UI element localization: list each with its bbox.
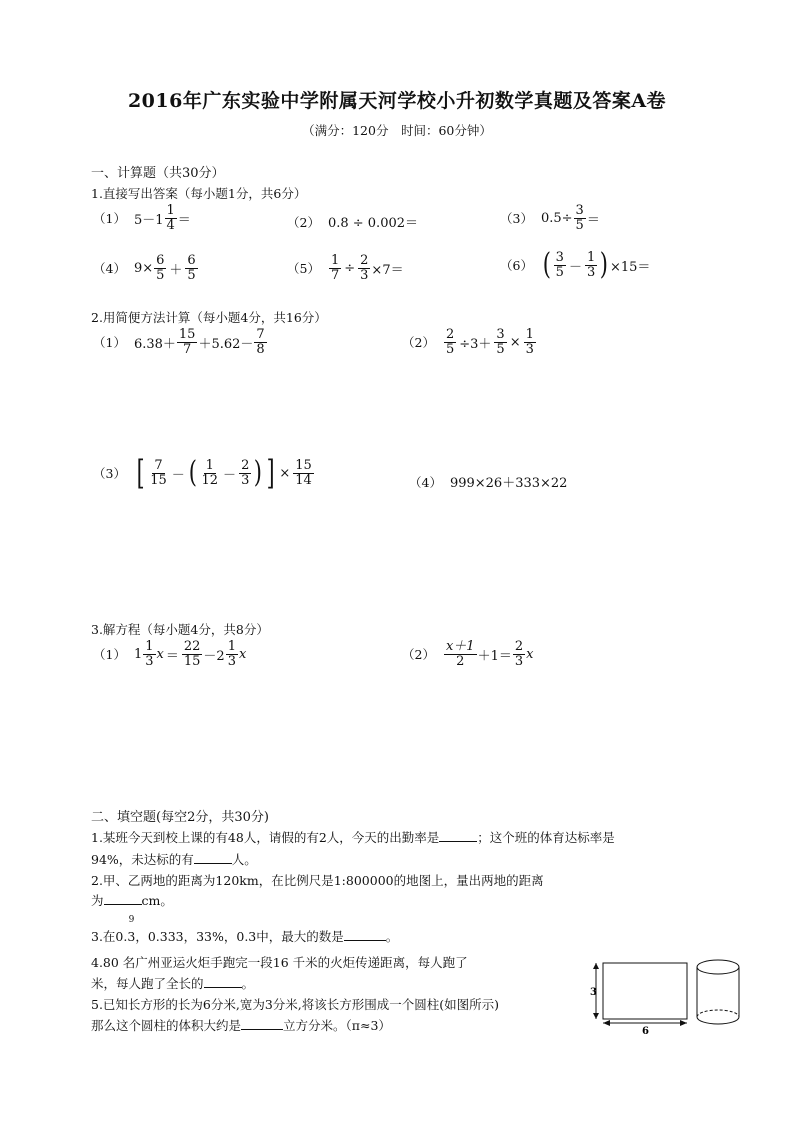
numerator: 15 (295, 457, 312, 473)
fraction (182, 640, 203, 668)
denominator: 7 (183, 341, 192, 357)
item-number: （1） (93, 211, 126, 227)
fraction (585, 251, 597, 279)
fill-q4-line2 (91, 974, 254, 992)
expr-part: 9× (133, 260, 154, 276)
left-paren: ( (188, 455, 197, 490)
operator: － (171, 467, 185, 483)
width-label: 6 (642, 1026, 649, 1035)
expr-part: 5－1 (133, 212, 164, 228)
variable: x (156, 646, 164, 662)
numerator: 15 (178, 327, 196, 342)
item-number: （3） (500, 211, 533, 227)
denominator: 14 (295, 472, 312, 488)
fraction (165, 204, 177, 232)
denominator: 15 (150, 472, 167, 488)
numerator: 1 (525, 327, 534, 342)
operator: － (568, 259, 582, 275)
q1-item-4 (93, 254, 199, 282)
operator: －2 (203, 648, 225, 664)
question-text: 人。 (231, 852, 257, 867)
denominator: 4 (166, 217, 175, 233)
fill-q5-line1: 5.已知长方形的长为6分米,宽为3分米,将该长方形围成一个圆柱(如图所示) (91, 997, 500, 1012)
expr: 0.8 ÷ 0.002＝ (327, 216, 419, 231)
denominator: 5 (496, 341, 505, 357)
fraction (293, 459, 314, 487)
fill-q1-line1 (91, 828, 615, 846)
fraction (494, 328, 506, 356)
operator: － (223, 467, 237, 483)
numerator: x＋1 (445, 639, 475, 654)
answer-blank[interactable] (204, 975, 242, 988)
item-number: （3） (93, 466, 126, 481)
left-bracket: [ (136, 453, 145, 493)
variable: x (526, 646, 534, 662)
question-text: 。 (241, 976, 255, 991)
fraction (444, 640, 477, 668)
numerator: 1 (330, 253, 340, 268)
rectangle-cylinder-figure (590, 955, 750, 1035)
arrow-right-icon (680, 1020, 687, 1026)
q1-item-3 (500, 204, 600, 232)
item-number: （4） (93, 261, 126, 277)
fill-q5-line2 (91, 1016, 391, 1034)
denominator: 3 (227, 653, 236, 669)
expr-tail: ＝ (177, 212, 191, 228)
numerator: 2 (514, 639, 524, 654)
fraction (524, 328, 536, 356)
expr-tail: ×7＝ (371, 262, 404, 278)
operator: × (509, 334, 521, 350)
numerator: 3 (555, 249, 564, 265)
item-number: （1） (93, 335, 126, 351)
question-text: 那么这个圆柱的体积大约是 (91, 1018, 242, 1033)
arrow-up-icon (593, 963, 599, 969)
whole-part: 1 (133, 646, 143, 662)
expr: 999×26＋333×22 (449, 476, 568, 491)
fill-q3 (91, 915, 399, 945)
expr-tail: ＝ (586, 212, 600, 228)
operator: ÷3＋ (459, 336, 492, 352)
answer-blank[interactable] (344, 928, 386, 941)
numerator: 22 (183, 639, 201, 654)
denominator: 3 (145, 653, 154, 669)
q2-item-1 (93, 328, 268, 356)
fraction (574, 204, 586, 232)
answer-blank[interactable] (104, 892, 142, 905)
page-title: 2016年广东实验中学附属天河学校小升初数学真题及答案A卷 (127, 90, 667, 112)
numerator: 7 (256, 327, 265, 342)
question-text: 立方分米。（π≈3） (283, 1018, 391, 1033)
cylinder-bottom-back (697, 1010, 739, 1017)
denominator: 5 (445, 341, 455, 357)
item-number: （6） (500, 258, 533, 273)
fraction (239, 459, 251, 487)
left-paren: ( (542, 247, 551, 282)
right-bracket: ] (266, 453, 275, 493)
denominator: 3 (514, 653, 524, 669)
fill-q4-line1: 4.80 名广州亚运火炬手跑完一段16 千米的火炬传递距离，每人跑了 (91, 955, 468, 970)
fraction (226, 640, 238, 668)
q2-item-3 (93, 453, 315, 493)
denominator: 8 (256, 341, 265, 357)
fill-q1-line2 (91, 850, 257, 868)
q1-item-1 (93, 204, 191, 232)
question-text: 1.某班今天到校上课的有48人，请假的有2人，今天的出勤率是 (91, 830, 440, 845)
numerator: 2 (241, 457, 250, 473)
denominator: 5 (156, 267, 165, 283)
numerator: 1 (586, 249, 596, 265)
numerator: 2 (360, 253, 369, 268)
item-number: （1） (93, 647, 126, 663)
repeat-mark: 9 (128, 915, 135, 925)
item-number: （2） (287, 214, 320, 230)
expr-part: 6.38＋ (133, 336, 176, 352)
fraction (329, 254, 341, 282)
rectangle-shape (603, 963, 687, 1019)
q2-heading: 2.用简便方法计算（每小题4分，共16分） (91, 310, 327, 325)
arrow-left-icon (603, 1020, 610, 1026)
numerator: 2 (445, 327, 455, 342)
answer-blank[interactable] (439, 829, 477, 842)
question-text: 米，每人跑了全长的 (91, 976, 204, 991)
q1-item-5 (287, 254, 404, 282)
numerator: 7 (154, 457, 163, 473)
numerator: 1 (205, 457, 214, 473)
numerator: 1 (166, 203, 175, 218)
fraction (185, 254, 197, 282)
right-paren: ) (600, 247, 609, 282)
numerator: 3 (496, 327, 505, 342)
q2-item-2 (402, 328, 537, 356)
numerator: 6 (187, 253, 196, 268)
fraction (444, 328, 456, 356)
expr-part: ＋5.62－ (198, 336, 254, 352)
variable: x (238, 646, 247, 662)
fraction (148, 459, 169, 487)
fraction (154, 254, 166, 282)
denominator: 3 (360, 267, 369, 283)
denominator: 3 (241, 472, 250, 488)
arrow-down-icon (593, 1013, 599, 1019)
question-text: 3.在0.3 (91, 929, 136, 944)
numerator: 3 (575, 203, 584, 218)
fraction (177, 328, 198, 356)
denominator: 7 (330, 267, 340, 283)
q1-heading: 1.直接写出答案（每小题1分，共6分） (91, 186, 307, 201)
section1-heading: 一、计算题（共30分） (91, 166, 225, 181)
fraction (143, 640, 155, 668)
answer-blank[interactable] (194, 851, 232, 864)
fraction (358, 254, 370, 282)
height-label: 3 (590, 987, 597, 998)
page-subtitle: （满分：120分 时间：60分钟） (302, 123, 492, 138)
item-number: （2） (402, 335, 435, 351)
expr-part: 0.5÷ (540, 210, 573, 226)
operator: ＋ (169, 262, 183, 278)
denominator: 15 (183, 653, 201, 669)
denominator: 5 (555, 264, 564, 280)
question-text: 。 (385, 929, 399, 944)
operator: ＝ (165, 648, 179, 664)
operator: ＋1＝ (477, 648, 512, 664)
expr-tail: ×15＝ (609, 259, 651, 275)
fraction (554, 251, 566, 279)
question-text: 94%，未达标的有 (91, 852, 194, 867)
item-number: （4） (409, 474, 442, 490)
cylinder-bottom-front (697, 1017, 739, 1024)
cylinder-top (697, 960, 739, 974)
q3-item-1 (93, 640, 246, 668)
q3-heading: 3.解方程（每小题4分，共8分） (91, 622, 269, 637)
denominator: 12 (201, 472, 219, 488)
denominator: 5 (187, 267, 196, 283)
question-text: cm。 (141, 893, 173, 908)
denominator: 2 (456, 653, 465, 669)
item-number: （5） (287, 261, 320, 277)
operator: × (279, 465, 291, 481)
numerator: 1 (227, 639, 236, 654)
denominator: 3 (586, 264, 596, 280)
answer-blank[interactable] (241, 1017, 283, 1030)
fraction (513, 640, 525, 668)
operator: ÷ (344, 260, 356, 276)
fraction (200, 459, 221, 487)
question-text: 为 (91, 893, 104, 908)
fill-q2-line2 (91, 891, 173, 909)
fill-q2-line1: 2.甲、乙两地的距离为120km，在比例尺是1:800000的地图上，量出两地的距离 (91, 873, 544, 888)
q1-item-6 (500, 247, 651, 282)
question-text: ，0.333，33%，0.3中，最大的数是 (135, 929, 344, 944)
q2-item-4 (409, 472, 567, 491)
question-text: ；这个班的体育达标率是 (477, 830, 615, 845)
item-number: （2） (402, 647, 435, 663)
denominator: 3 (525, 341, 534, 357)
numerator: 6 (156, 253, 165, 268)
q3-item-2 (402, 640, 533, 668)
repeating-decimal (91, 915, 136, 944)
q1-item-2 (287, 212, 418, 231)
numerator: 1 (145, 639, 154, 654)
section2-heading: 二、填空题(每空2分，共30分) (91, 810, 269, 825)
fraction (254, 328, 266, 356)
right-paren: ) (254, 455, 263, 490)
denominator: 5 (575, 217, 584, 233)
